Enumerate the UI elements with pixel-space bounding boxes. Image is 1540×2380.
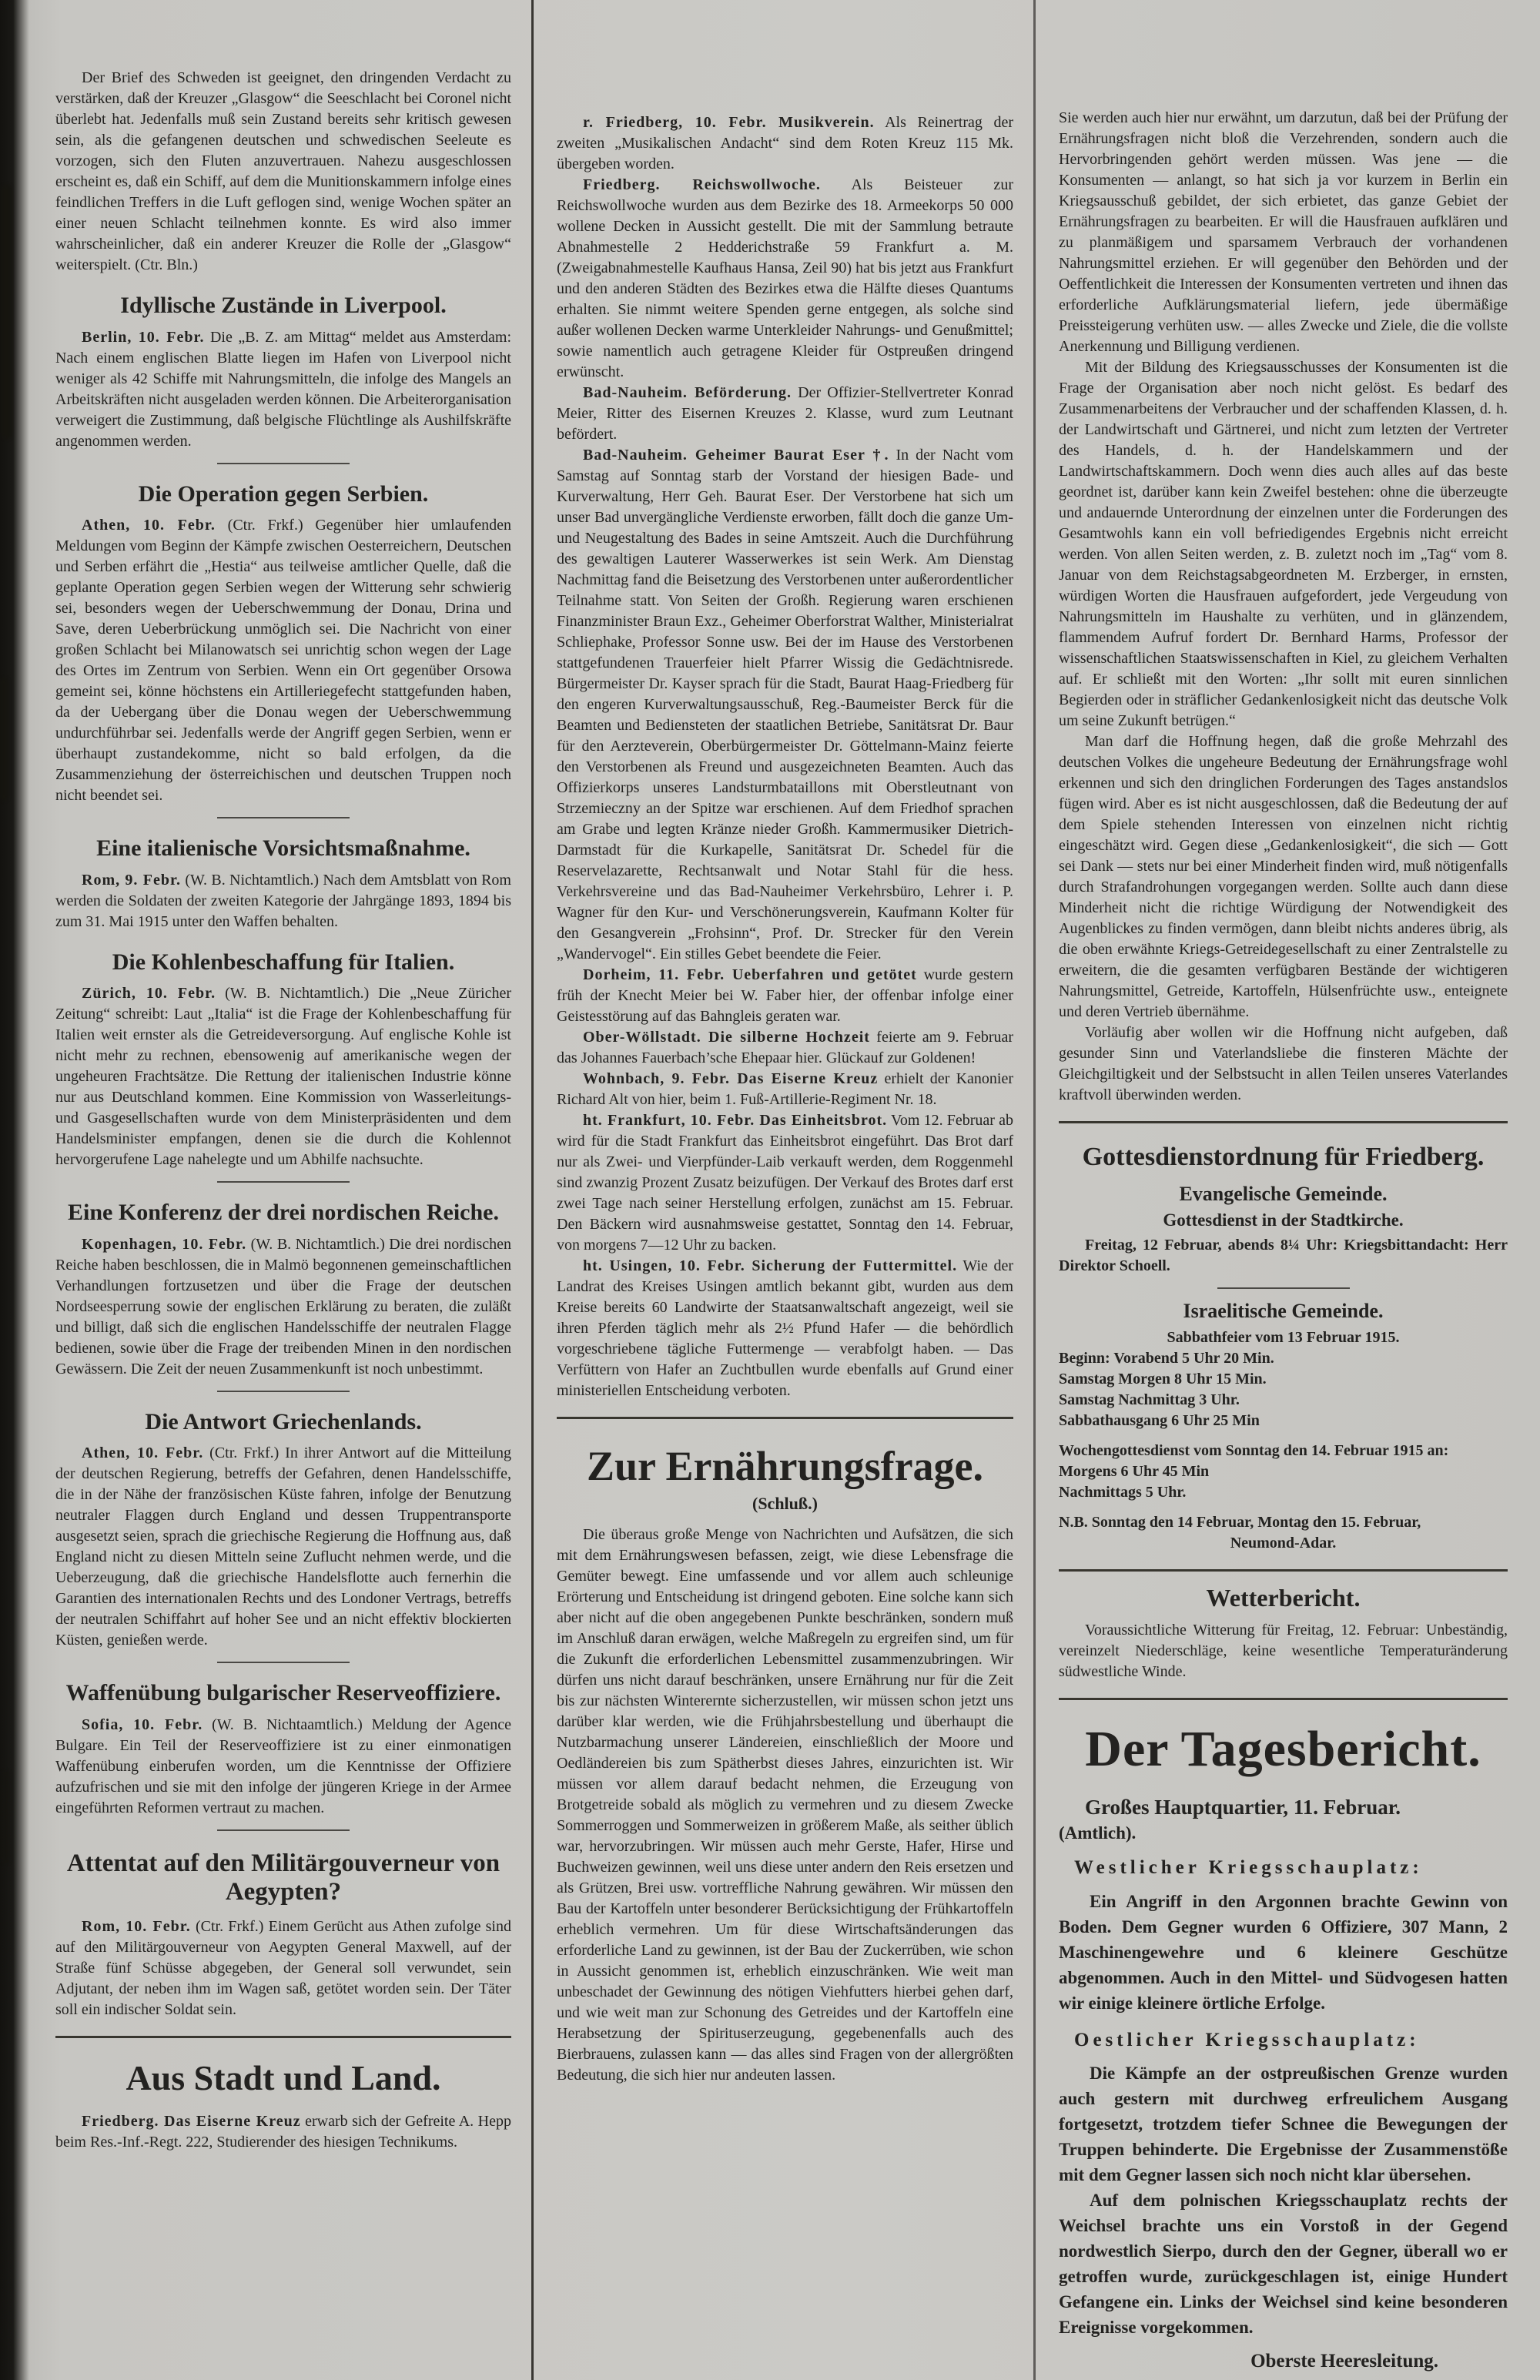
paragraph-text: In der Nacht vom Samstag auf Sonntag starb der Vorstand der hiesigen Bade- und Kurverwaltung, Herr Geh. Baurat Eser. Der Verstorbene hat sich um unser Bad unvergängliche Verdienste erworben, fällt doch die ganze Um- und Neugestaltung des Bades in seine Amtszeit. Auch die Durchführung des gewaltigen Lauterer Wasserwerkes ist sein Werk. Am Dienstag Nachmittag fand die Beisetzung des Verstorbenen unter außerordentlicher Teilnahme statt. Von Seiten der Großh. Regierung waren erschienen Finanzminister Braun Exz., Geheimer Oberforstrat Walther, Ministerialrat Schliephake, Professor Sonne usw. Bei der im Hause des Verstorbenen stattgefundenen Trauerfeier hielt Pfarrer Wissig die Gedächtnisrede. Bürgermeister Dr. Kayser sprach für die Stadt, Baurat Haag-Friedberg für den engeren Kurverwaltungsausschuß, Reg.-Baumeister Berck für die Beamten und Bediensteten der staatlichen Betriebe, Sanitätsrat Dr. Baur für den Aerzteverein, Oberbürgermeister Dr. Göttelmann-Mainz feierte den Verstorbenen als Freund und ausgezeichneten Beamten. Auch das Offizierkorps unseres Landsturmbataillons mit Oberstleutnant von Strzemieczny an der Spitze war erschienen. Auf dem Friedhof sprachen am Grabe und legten Kränze nieder Großh. Kammermusiker Dietrich-Darmstadt für die Kurkapelle, Sanitätsrat Dr. Schedel für die Reservelazarette, Rechtsanwalt und Notar Stahl für die hess. Verkehrsvereine und das Bad-Nauheimer Verkehrsbüro, Lehrer i. P. Wagner für den Kur- und Verschönerungsverein, Kaufmann Kolter für den Gesangverein „Frohsinn“, Prof. Dr. Strecker für den Verein „Wandervogel“. Ein stilles Gebet beendete die Feier. bbox=[557, 447, 1014, 962]
ink-blot bbox=[2, 1771, 9, 1863]
paragraph bbox=[55, 1715, 511, 1819]
article-divider bbox=[217, 463, 350, 464]
paragraph: Freitag, 12 Februar, abends 8¼ Uhr: Kriegsbittandacht: Herr Direktor Schoell. bbox=[1059, 1237, 1508, 1275]
section-rule bbox=[557, 1417, 1013, 1419]
headline-waffenuebung: Waffenübung bulgarischer Reserveoffiziere. bbox=[65, 1680, 501, 1705]
paragraph: Vorläufig aber wollen wir die Hoffnung nicht aufgeben, daß gesunder Sinn und Vaterlandsliebe die finsteren Mächte der Gleichgiltigkeit und der Selbstsucht in allen Teilen unseres Vaterlandes kraftvoll überwinden werden. bbox=[1059, 1024, 1508, 1103]
heading-evangelische-gemeinde: Evangelische Gemeinde. bbox=[1179, 1183, 1388, 1206]
headline-liverpool: Idyllische Zustände in Liverpool. bbox=[120, 293, 447, 318]
paragraph bbox=[55, 2111, 511, 2153]
paragraph bbox=[557, 175, 1013, 383]
signature-oberste-heeresleitung: Oberste Heeresleitung. bbox=[1250, 2351, 1438, 2372]
paragraph-text: Die „B. Z. am Mittag“ meldet aus Amsterdam: Nach einem englischen Blatte liegen im Hafen von Liverpool nicht weniger als 42 Schiffe mit Nahrungsmitteln, die infolge des Mangels an Arbeitskräften nicht ausgeladen werden können. Die Arbeiterorganisation verweigert die Zustimmung, daß belgische Flüchtlinge als Aushilfskräfte angenommen werden. bbox=[55, 328, 511, 450]
paragraph: Der Brief des Schweden ist geeignet, den dringenden Verdacht zu verstärken, daß der Kreuzer „Glasgow“ die Seeschlacht bei Coronel nicht überlebt hat. Jedenfalls muß sein Zustand bereits sehr kritisch gewesen sein, als die gefangenen deutschen und schwedischen Seeleute es vorzogen, sich den Fluten anzuvertrauen. Nahezu ausgeschlossen erscheint es, daß ein Schiff, auf dem die Munitionskammern infolge eines feindlichen Treffers in die Luft geflogen sind, wenige Wochen später an einer neuen Schlacht teilnehmen konnte. Es wird also immer wahrscheinlicher, daß ein anderer Kreuzer die Rolle der „Glasgow“ weiterspielt. (Ctr. Bln.) bbox=[55, 69, 511, 273]
dateline: ht. Frankfurt, 10. Febr. Das Einheitsbrot. bbox=[583, 1112, 888, 1129]
sabbath-time: Nachmittags 5 Uhr. bbox=[1059, 1484, 1187, 1501]
column-right bbox=[1033, 0, 1517, 2380]
paragraph-text: (W. B. Nichtamtlich.) Nach dem Amtsblatt von Rom werden die Soldaten der zweiten Kategorie der Jahrgänge 1893, 1894 bis zum 31. Mai 1915 unter den Waffen behalten. bbox=[55, 871, 511, 930]
paragraph bbox=[55, 327, 511, 452]
paragraph: Sie werden auch hier nur erwähnt, um darzutun, daß bei der Prüfung der Ernährungsfragen nicht bloß die Verzehrenden, sondern auch die Hervorbringenden gehört werden müssen. Was jene — die Konsumenten — anlangt, so hat sich ja vor kurzem in Berlin ein Kriegsausschuß gebildet, der sich erbietet, das ganze Gebiet der Ernährungsfragen zu bearbeiten. Er will die Hausfrauen aufklären und zu planmäßigem und sparsamem Verbrauch der vorhandenen Nahrungsmittel erziehen. Er will gegenüber den Behörden und der Oeffentlichkeit die Interessen der Konsumenten vertreten und ihnen das erforderliche Aufklärungsmaterial liefern, jede übermäßige Preissteigerung verhüten usw. — alles Zwecke und Ziele, die die vollste Anerkennung und Billigung verdienen. bbox=[1059, 109, 1508, 355]
paragraph: Die überaus große Menge von Nachrichten und Aufsätzen, die sich mit dem Ernährungswesen befassen, zeigt, wie diese Lebensfrage die Gemüter bewegt. Eine umfassende und vor allem auch schleunige Erörterung und Entscheidung ist dringend geboten. Eine solche kann sich aber nicht auf die oben angegebenen Punkte beschränken, sondern muß im Anschluß daran erwägen, welche Maßregeln zu ergreifen sind, um für die Zukunft die erforderlichen Lebensmittel zusammenzubringen. Wir dürfen uns nicht darauf beschränken, unsere Ernährung nur für die Zeit bis zur nächsten Winterernte sicherzustellen, wir müssen schon jetzt uns darüber klar werden, wie die Frühjahrsbestellung und überhaupt die Nutzbarmachung unserer Ländereien, einschließlich der Moore und Oedländereien bis zum Spätherbst dieses Jahres, einzurichten ist. Wir müssen vor allem darauf bedacht nehmen, die Erzeugung von Brotgetreide sobald als möglich zu vermehren und zu diesem Zwecke Sommerroggen und Sommerweizen in größerem Maße, als seither üblich war, hervorzubringen. Wir müssen auch mehr Gerste, Hafer, Hirse und Buchweizen gewinnen, weil uns diese unter andern den Reis ersetzen und als Grützen, Brei usw. vortreffliche Nahrung gewähren. Wir müssen den Bau der Kartoffeln unter besonderer Berücksichtigung der Frühkartoffeln erheblich vermehren. Um für diese Wirtschaftsänderungen das erforderliche Land zu gewinnen, ist der Bau der Zuckerrüben, wie schon in Aussicht genommen ist, erheblich einzuschränken. Wie weit man unbeschadet der Gewinnung des nötigen Viehfutters hierbei gehen darf, und wie weit man zur Schonung des Getreides und der Kartoffeln eine Herabsetzung der Spirituserzeugung, gegebenenfalls auch des Bierbrauens, zulassen kann — das alles sind Fragen von der allergrößten Bedeutung, die sich hier nur andeuten lassen. bbox=[557, 1526, 1013, 2084]
nb-note: N.B. Sonntag den 14 Februar, Montag den 15. Februar, bbox=[1059, 1514, 1421, 1531]
headline-griechenland: Die Antwort Griechenlands. bbox=[145, 1408, 422, 1434]
section-title-gottesdienstordnung: Gottesdienstordnung für Friedberg. bbox=[1082, 1143, 1485, 1171]
paragraph-text: feierte am 9. Februar das Johannes Fauerbach’sche Ehepaar hier. Glückauf zur Goldenen! bbox=[557, 1029, 1014, 1066]
dateline: Rom, 9. Febr. bbox=[82, 871, 181, 889]
section-rule bbox=[1059, 1569, 1508, 1572]
paragraph bbox=[55, 515, 511, 806]
headline-konferenz: Eine Konferenz der drei nordischen Reiche. bbox=[68, 1200, 499, 1225]
article-divider bbox=[217, 1829, 350, 1831]
dateline: Athen, 10. Febr. bbox=[82, 517, 216, 534]
section-title-ernaehrungsfrage: Zur Ernährungsfrage. bbox=[586, 1443, 984, 1489]
dateline: Bad-Nauheim. Beförderung. bbox=[583, 384, 792, 401]
paragraph bbox=[557, 965, 1013, 1027]
paragraph-text: erwarb sich der Gefreite A. Hepp beim Res.-Inf.-Regt. 222, Studierender des hiesigen Technikums. bbox=[55, 2113, 511, 2151]
dateline: r. Friedberg, 10. Febr. Musikverein. bbox=[583, 114, 875, 131]
section-title-tagesbericht: Der Tagesbericht. bbox=[1085, 1721, 1481, 1778]
paragraph-text: Als Reinertrag der zweiten „Musikalischen Andacht“ sind dem Roten Kreuz 115 Mk. übergeben worden. bbox=[557, 114, 1013, 172]
paragraph: Auf dem polnischen Kriegsschauplatz rechts der Weichsel brachte uns ein Vorstoß in der Gegend nordwestlich Sierpo, durch den der Gegner, überall wo er getroffen wurde, zurückgeschlagen ist, einige Hundert Gefangene ein. Links der Weichsel sind keine besonderen Ereignisse vorgekommen. bbox=[1059, 2191, 1508, 2338]
section-rule bbox=[55, 2036, 511, 2038]
paragraph: Ein Angriff in den Argonnen brachte Gewinn von Boden. Dem Gegner wurden 6 Offiziere, 307 Mann, 2 Maschinengewehre und 6 kleinere Geschütze abgenommen. Auch in den Mittel- und Südvogesen hatten wir einige kleinere örtliche Erfolge. bbox=[1059, 1891, 1508, 2013]
paragraph: Mit der Bildung des Kriegsausschusses der Konsumenten ist die Frage der Organisation aber noch nicht gelöst. Es bedarf des Zusammenarbeitens der Verbraucher und der schaffenden Klassen, d. h. der Landwirtschaft und Gärtnerei, und nicht zum letzten der Vertreter des Handels, d. h. der Handelskammern und der Landwirtschaftskammern. Doch wenn dies auch alles auf das beste geordnet ist, darüber kann kein Zweifel bestehen: ohne die überzeugte und andauernde Unterordnung der einzelnen unter die Forderungen des Gesamtwohls kann ein voll befriedigendes Ergebnis nicht erreicht werden. Von allen Seiten werden, z. B. zuletzt noch im „Tag“ vom 8. Januar von dem Reichstagsabgeordneten M. Erzberger, in ernsten, würdigen Worten die Hausfrauen aufgefordert, jede Vergeudung von Nahrungsmitteln im Haushalte zu verhüten, und in glänzendem, flammendem Aufruf fordert Dr. Bernhard Harms, Professor der wissenschaftlichen Staatswissenschaften in Kiel, zu gleichem Verhalten auf. Er schließt mit den Worten: „Ihr sollt mit euren sinnlichen Begierden oder in sträflicher Gedankenlosigkeit nicht das deutsche Volk um seine Zukunft betrügen.“ bbox=[1059, 359, 1508, 729]
dateline: Bad-Nauheim. Geheimer Baurat Eser †. bbox=[583, 447, 889, 464]
article-divider bbox=[1217, 1287, 1350, 1289]
subtitle-schluss: (Schluß.) bbox=[752, 1494, 818, 1514]
article-divider bbox=[217, 1181, 350, 1183]
article-divider bbox=[217, 817, 350, 818]
heading-oestlicher-kriegsschauplatz: Oestlicher Kriegsschauplatz: bbox=[1074, 2029, 1420, 2050]
paragraph bbox=[557, 383, 1013, 445]
paragraph-text: (W. B. Nichtamtlich.) Die „Neue Züricher Zeitung“ schreibt: Laut „Italia“ ist die Frage der Kohlenbeschaffung für Italien weit ernster als die Getreideversorgung. Auf englische Kohle ist nicht mehr zu rechnen, ebensowenig auf amerikanische wegen der ungeheuren Frachtsätze. Die Rettung der italienischen Industrie könne nur aus Deutschland kommen. Eine Kommission von Wasserleitungs- und Gasgesellschaften wurde von dem Ministerpräsidenten und dem Handelsminister empfangen, denen sie die durch die Kohlennot hervorgerufene Lage nahelegte und um Abhilfe nachsuchte. bbox=[55, 985, 512, 1168]
nb-note: Neumond-Adar. bbox=[1230, 1535, 1337, 1552]
sabbath-time: Beginn: Vorabend 5 Uhr 20 Min. bbox=[1059, 1350, 1274, 1367]
paragraph: Voraussichtliche Witterung für Freitag, 12. Februar: Unbeständig, vereinzelt Niederschläge, keine wesentliche Temperaturänderung südwestliche Winde. bbox=[1059, 1622, 1508, 1681]
column-layout bbox=[35, 0, 1517, 2380]
dateline: Sofia, 10. Febr. bbox=[82, 1716, 203, 1733]
paragraph bbox=[557, 1027, 1013, 1069]
article-divider bbox=[217, 1662, 350, 1663]
dateline: ht. Usingen, 10. Febr. Sicherung der Futtermittel. bbox=[583, 1257, 958, 1274]
paragraph: Die Kämpfe an der ostpreußischen Grenze wurden auch gestern mit durchweg erfreulichem Ausgang fortgesetzt, trotzdem tiefer Schnee die Bewegungen der Truppen behinderte. Die Ergebnisse der Zusammenstöße mit dem Gegner lassen sich noch nicht klar übersehen. bbox=[1059, 2064, 1508, 2185]
headline-kohlenbeschaffung: Die Kohlenbeschaffung für Italien. bbox=[112, 949, 455, 975]
paragraph bbox=[55, 1443, 511, 1651]
paragraph-text: erhielt der Kanonier Richard Alt von hier, beim 1. Fuß-Artillerie-Regiment Nr. 18. bbox=[557, 1070, 1013, 1108]
paragraph bbox=[55, 870, 511, 932]
sabbath-time: Samstag Morgen 8 Uhr 15 Min. bbox=[1059, 1371, 1267, 1388]
dateline: Kopenhagen, 10. Febr. bbox=[82, 1235, 247, 1253]
dateline: Athen, 10. Febr. bbox=[82, 1444, 204, 1461]
dateline: Wohnbach, 9. Febr. Das Eiserne Kreuz bbox=[583, 1070, 879, 1087]
dateline: Zürich, 10. Febr. bbox=[82, 985, 216, 1002]
paragraph-text: (Ctr. Frkf.) In ihrer Antwort auf die Mitteilung der deutschen Regierung, betreffs der Gefahren, denen Handelsschiffe, die in der Nähe der französischen Küste fahren, infolge der Benutzung neutraler Flaggen durch England und dessen Truppentransporte ausgesetzt seien, sprach die griechische Regierung die Hoffnung aus, daß England nicht zu diesen Mitteln seine Zuflucht nehmen werde, und die Ueberzeugung, daß die griechische Handelsflotte auch fernerhin die Garantien des internationalen Rechts und des Londoner Vertrags, betreffs der neutralen Schiffahrt auf hoher See und an nicht effektiv blockierten Küsten, genießen werde. bbox=[55, 1444, 511, 1649]
headline-serbien: Die Operation gegen Serbien. bbox=[138, 480, 429, 507]
sabbath-time: Morgens 6 Uhr 45 Min bbox=[1059, 1463, 1210, 1481]
dateline: Berlin, 10. Febr. bbox=[82, 328, 205, 346]
section-rule bbox=[1059, 1698, 1508, 1700]
section-rule bbox=[1059, 1121, 1508, 1123]
paragraph bbox=[55, 983, 511, 1170]
amtlich-note: (Amtlich). bbox=[1059, 1823, 1137, 1843]
paragraph-text: Wie der Landrat des Kreises Usingen amtlich bekannt gibt, wurden aus dem Kreise bereits 60 Landwirte der Staatsanwaltschaft angezeigt, weil sie ihren Pferden täglich mehr als 2½ Pfund Hafer — die behördlich vorgeschriebene tägliche Futtermenge — verabfolgt haben. — Das Verfüttern von Hafer an Zuchtbullen wurde ebenfalls auf Grund einer ministeriellen Entscheidung verboten. bbox=[557, 1257, 1014, 1399]
dateline: Ober-Wöllstadt. Die silberne Hochzeit bbox=[583, 1029, 870, 1046]
paragraph-text: (W. B. Nichtaamtlich.) Meldung der Agence Bulgare. Ein Teil der Reserveoffiziere ist zu einer einmonatigen Waffenübung einberufen worden, um die Kenntnisse der Offiziere aufzufrischen und sie mit den infolge der jüngeren Kriege in der Armee eingeführten Reformen vertraut zu machen. bbox=[55, 1716, 511, 1816]
paragraph-text: (W. B. Nichtamtlich.) Die drei nordischen Reiche haben beschlossen, die in Malmö begonnenen gemeinschaftlichen Verhandlungen fortzusetzen und über die Frage der deutschen Nordseesperrung sowie der englischen Erklärung zu beraten, die zuläßt und billigt, daß sich die englischen Handelsschiffe der neutralen Flagge bedienen, sowie über die Frage der treibenden Minen in den nordischen Gewässern. Die Zeit der neuen Zusammenkunft ist noch unbestimmt. bbox=[55, 1235, 512, 1377]
dateline: Rom, 10. Febr. bbox=[82, 1918, 191, 1936]
paragraph: Man darf die Hoffnung hegen, daß die große Mehrzahl des deutschen Volkes die ungeheure Bedeutung der Ernährungsfrage wohl erkennen und sich den dringlichen Forderungen des Tages anstandslos fügen wird. Aber es ist nicht ausgeschlossen, daß die Bedeutung der auf dem Spiele stehenden Interessen von einzelnen nicht richtig eingeschätzt wird. Gegen diese „Gedankenlosigkeit“, die sich — Gott sei Dank — stets nur bei einer Minderheit finden wird, muß nötigenfalls durch Strafandrohungen vorgegangen werden. Sollte auch dann diese Minderheit nicht die richtige Würdigung der Notwendigkeit des Augenblickes zu finden vermögen, dann bleibt nichts anderes übrig, als die oben erwähnte Kriegs-Getreidegesellschaft zu einer Zentralstelle zu erweitern, die die gesamten verfügbaren Bestände der wichtigeren Nahrungsmittel, Getreide, Kartoffeln, Hülsenfrüchte usw., enteignete und deren Vertrieb übernähme. bbox=[1059, 733, 1508, 1020]
paragraph bbox=[557, 1110, 1013, 1256]
heading-stadtkirche: Gottesdienst in der Stadtkirche. bbox=[1163, 1210, 1404, 1230]
paragraph bbox=[55, 1234, 511, 1380]
dateline: Friedberg. Das Eiserne Kreuz bbox=[82, 2113, 301, 2131]
section-title-aus-stadt-und-land: Aus Stadt und Land. bbox=[126, 2058, 441, 2098]
paragraph-text: Als Beisteuer zur Reichswollwoche wurden aus dem Bezirke des 18. Armeekorps 50 000 wollene Decken in Aussicht gestellt. Die mit der Sammlung betraute Abnahmestelle 2 Hedderichstraße 59 Frankfurt a. M. (Zweigabnahmestelle Kaufhaus Hansa, Zeil 90) hat bis jetzt aus Frankfurt und den anderen Städten des Bezirkes etwa die Hälfte dieses Quantums erhalten. Sie nimmt weitere Spenden gerne entgegen, als solche sind außer wollenen Decken warme Unterkleider Nahrungs- und Genußmittel; sowie namentlich auch getragene Kleider für Ostpreußen dringend erwünscht. bbox=[557, 176, 1013, 380]
article-divider bbox=[217, 1391, 350, 1392]
sabbath-time: Wochengottesdienst vom Sonntag den 14. Februar 1915 an: bbox=[1059, 1442, 1449, 1460]
paragraph bbox=[557, 1256, 1013, 1401]
sabbath-title: Sabbathfeier vom 13 Februar 1915. bbox=[1167, 1329, 1400, 1347]
heading-israelitische-gemeinde: Israelitische Gemeinde. bbox=[1183, 1300, 1384, 1323]
sabbath-time: Samstag Nachmittag 3 Uhr. bbox=[1059, 1391, 1240, 1409]
paragraph-text: (Ctr. Frkf.) Gegenüber hier umlaufenden Meldungen vom Beginn der Kämpfe zwischen Oesterreichern, Deutschen und Serben erfährt die „Hestia“ aus teilweise amtlicher Quelle, daß die geplante Operation gegen Serbien wegen der Witterung sehr schwierig sei, besonders wegen der Ueberschwemmung der Donau, Drina und Save, deren Ueberbrückung unmöglich sei. Die Nachricht von einer großen Schlacht bei Milanowatsch sei unrichtig schon wegen der Lage des Ortes im Zentrum von Serbien. Wenn ein Ort gegenüber Orsowa gemeint sei, könne höchstens ein Artilleriegefecht stattgefunden haben, da der Uebergang über die Donau wegen der Ueberschwemmung undurchführbar sei. Jedenfalls werde der Angriff gegen Serbien, wenn er überhaupt zustandekomme, nicht so bald erfolgen, da die Zusammenziehung der österreichischen und deutschen Truppen noch nicht beendet sei. bbox=[55, 517, 512, 804]
paragraph bbox=[557, 1069, 1013, 1110]
hauptquartier-dateline: Großes Hauptquartier, 11. Februar. bbox=[1085, 1796, 1401, 1819]
paragraph-text: (Ctr. Frkf.) Einem Gerücht aus Athen zufolge sind auf den Militärgouverneur von Aegypten General Maxwell, auf der Straße fünf Schüsse abgegeben, der General soll verwundet, sein Adjutant, der neben ihm im Wagen saß, getötet worden sein. Der Täter soll ein indischer Soldat sein. bbox=[55, 1918, 511, 2019]
paragraph-text: Der Offizier-Stellvertreter Konrad Meier, Ritter des Eisernen Kreuzes 2. Klasse, wurd zum Leutnant befördert. bbox=[557, 384, 1013, 443]
dateline: Dorheim, 11. Febr. Ueberfahren und getötet bbox=[583, 966, 917, 983]
paragraph bbox=[55, 1916, 511, 2020]
headline-vorsichtsmassnahme: Eine italienische Vorsichtsmaßnahme. bbox=[96, 835, 470, 861]
column-center bbox=[531, 0, 1033, 2380]
paragraph bbox=[557, 445, 1013, 965]
headline-attentat: Attentat auf den Militärgouverneur von Aegypten? bbox=[66, 1849, 500, 1906]
column-left bbox=[35, 0, 531, 2380]
paragraph-text: wurde gestern früh der Knecht Meier bei W. Faber hier, der offenbar infolge einer Geistesstörung auf das Bahngleis geraten war. bbox=[557, 966, 1014, 1025]
paragraph-text: Vom 12. Februar ab wird für die Stadt Frankfurt das Einheitsbrot eingeführt. Das Brot darf nur als Zwei- und Vierpfünder-Laib verkauft werden, dem Roggenmehl sind zwanzig Prozent Zusatz beizufügen. Der Verkauf des Brotes darf erst zwei Tage nach seiner Herstellung erfolgen, zunächst am 15. Februar. Den Bäckern wird ausnahmsweise gestattet, Sonntag den 14. Februar, von morgens 7—12 Uhr zu backen. bbox=[557, 1112, 1014, 1254]
sabbath-time: Sabbathausgang 6 Uhr 25 Min bbox=[1059, 1412, 1260, 1430]
heading-westlicher-kriegsschauplatz: Westlicher Kriegsschauplatz: bbox=[1074, 1857, 1423, 1879]
paragraph bbox=[557, 112, 1013, 175]
dateline: Friedberg. Reichswollwoche. bbox=[583, 176, 821, 193]
ink-blot bbox=[0, 678, 8, 801]
ink-blot bbox=[2, 185, 12, 439]
section-title-wetterbericht: Wetterbericht. bbox=[1206, 1584, 1361, 1612]
